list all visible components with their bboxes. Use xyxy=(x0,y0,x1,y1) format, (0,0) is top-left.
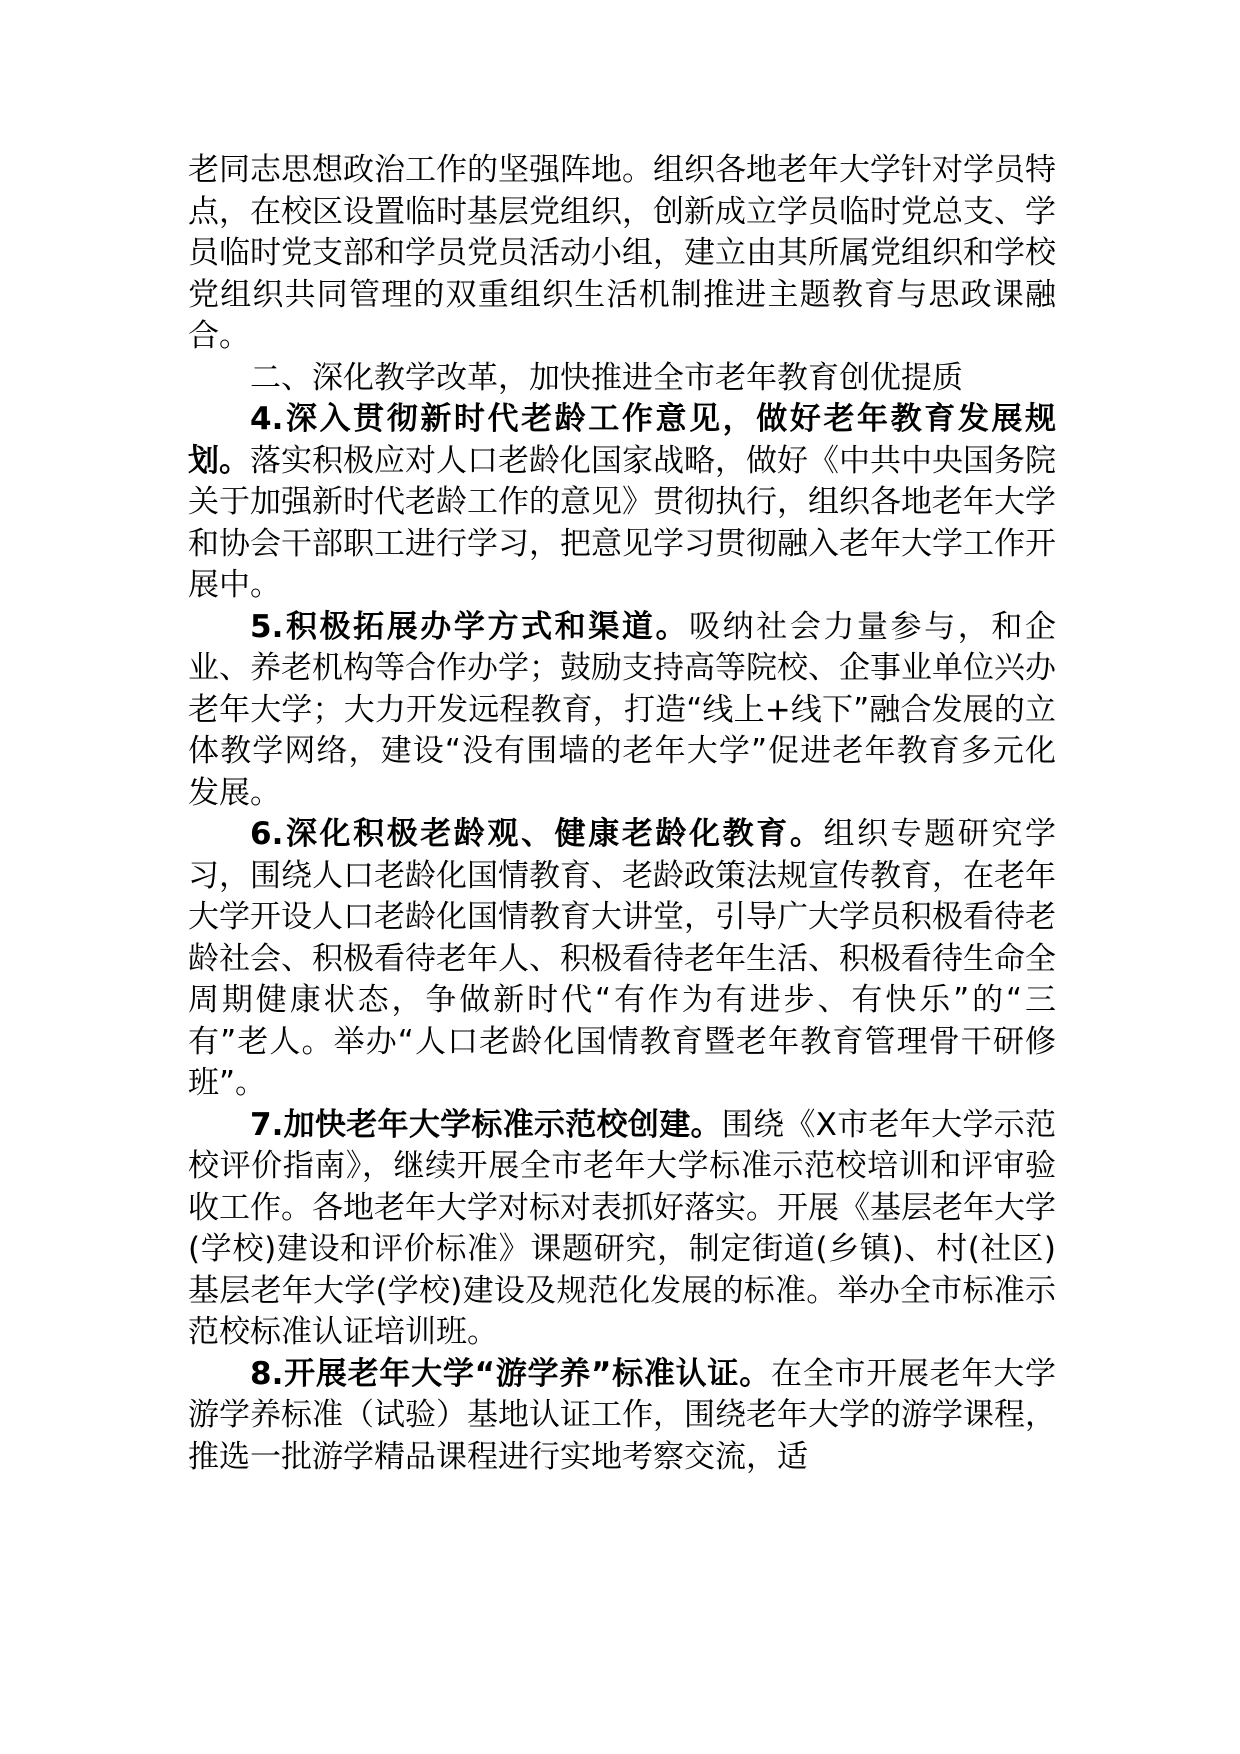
paragraph-item-4 xyxy=(188,399,1056,607)
paragraph-text: 在全市开展老年大学游学养标准（试验）基地认证工作，围绕老年大学的游学课程，推选一批游学精品课程进行实地考察交流，适 xyxy=(188,1355,1057,1475)
paragraph-item-8 xyxy=(188,1354,1056,1479)
paragraph-text: 组织专题研究学习，围绕人口老龄化国情教育、老龄政策法规宣传教育，在老年大学开设人口老龄化国情教育大讲堂，引导广大学员积极看待老龄社会、积极看待老年人、积极看待老年生活、积极看待生命全周期健康状态，争做新时代“有作为有进步、有快乐”的“三有”老人。举办“人口老龄化国情教育暨老年教育管理骨干研修班”。 xyxy=(188,816,1056,1101)
paragraph-lead: 7.加快老年大学标准示范校创建。 xyxy=(250,1106,722,1143)
paragraph-text: 老同志思想政治工作的坚强阵地。组织各地老年大学针对学员特点，在校区设置临时基层党组织，创新成立学员临时党总支、学员临时党支部和学员党员活动小组，建立由其所属党组织和学校党组织共同管理的双重组织生活机制推进主题教育与思政课融合。 xyxy=(188,152,1056,354)
section-heading xyxy=(188,358,1056,400)
paragraph-text: 吸纳社会力量参与，和企业、养老机构等合作办学；鼓励支持高等院校、企事业单位兴办老年大学；大力开发远程教育，打造“线上+线下”融合发展的立体教学网络，建设“没有围墙的老年大学”促进老年教育多元化发展。 xyxy=(188,608,1056,811)
paragraph-lead: 5.积极拓展办学方式和渠道。 xyxy=(250,608,690,645)
section-heading-text: 二、深化教学改革，加快推进全市老年教育创优提质 xyxy=(250,359,963,396)
paragraph-lead: 4.深入贯彻新时代老龄工作意见，做好老年教育发展规划。 xyxy=(188,401,1056,479)
paragraph-lead: 6.深化积极老龄观、健康老龄化教育。 xyxy=(250,816,824,852)
paragraph-item-5 xyxy=(188,607,1056,815)
paragraph-text: 落实积极应对人口老龄化国家战略，做好《中共中央国务院关于加强新时代老龄工作的意见》贯彻执行，组织各地老年大学和协会干部职工进行学习，把意见学习贯彻融入老年大学工作开展中。 xyxy=(188,442,1056,603)
paragraph-item-7 xyxy=(188,1105,1056,1354)
paragraph-lead: 8.开展老年大学“游学养”标准认证。 xyxy=(250,1355,771,1392)
paragraph-item-6 xyxy=(188,814,1056,1105)
paragraph-continuation xyxy=(188,150,1056,358)
document-page xyxy=(188,150,1056,1478)
paragraph-text: 围绕《X市老年大学示范校评价指南》，继续开展全市老年大学标准示范校培训和评审验收工作。各地老年大学对标对表抓好落实。开展《基层老年大学(学校)建设和评价标准》课题研究，制定街道(乡镇)、村(社区)基层老年大学(学校)建设及规范化发展的标准。举办全市标准示范校标准认证培训班。 xyxy=(188,1106,1056,1350)
